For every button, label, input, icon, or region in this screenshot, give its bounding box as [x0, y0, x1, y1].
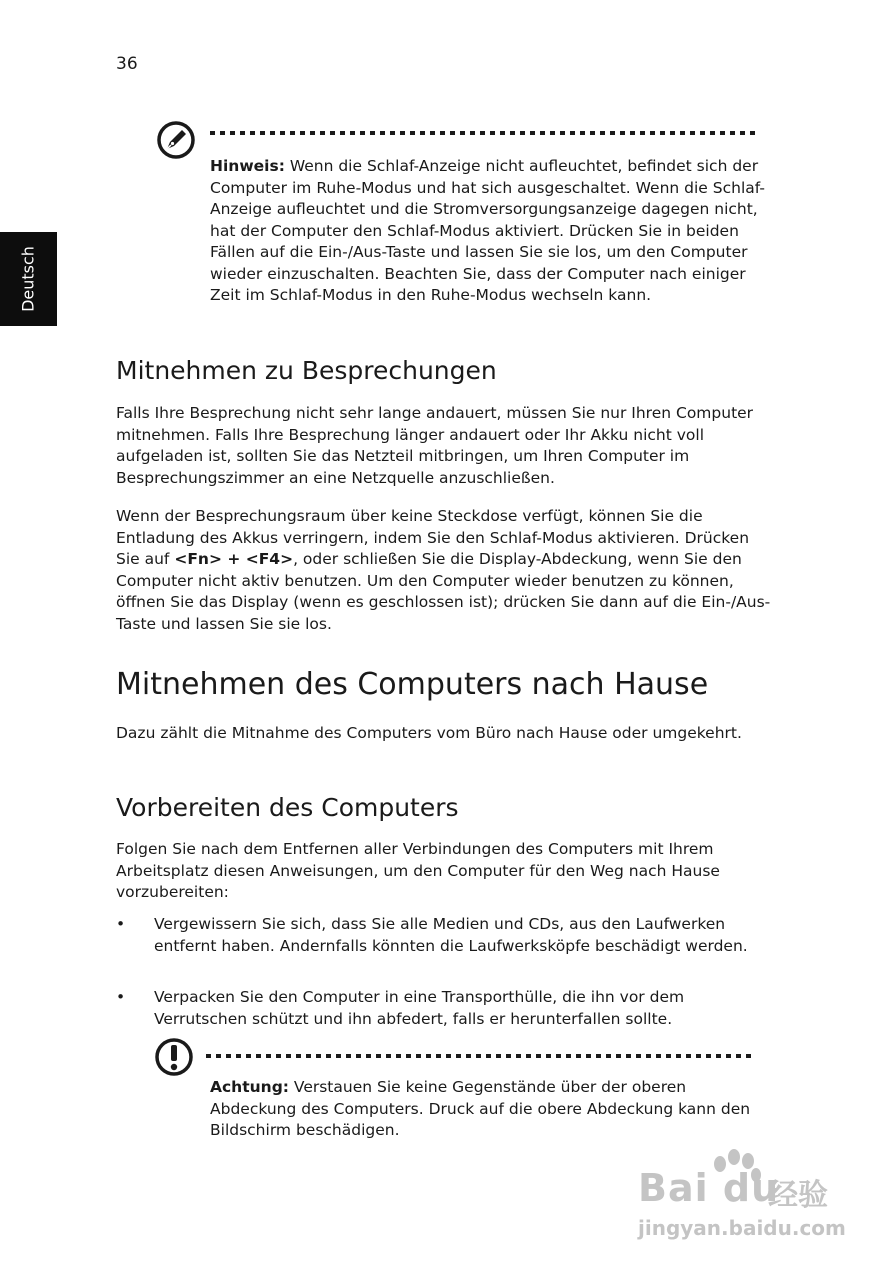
- watermark-url: jingyan.baidu.com: [638, 1216, 846, 1240]
- meetings-paragraph-2: [116, 506, 776, 635]
- list-item-text: Vergewissern Sie sich, dass Sie alle Medien und CDs, aus den Laufwerken entfernt haben. Andernfalls könnten die Laufwerksköpfe beschädigt werden.: [154, 915, 748, 955]
- caution-body: Verstauen Sie keine Gegenstände über der oberen Abdeckung des Computers. Druck auf die obere Abdeckung kann den Bildschirm beschädigen.: [210, 1078, 751, 1139]
- take-home-intro: Dazu zählt die Mitnahme des Computers vom Büro nach Hause oder umgekehrt.: [116, 724, 742, 742]
- caution-label: Achtung:: [210, 1078, 289, 1096]
- prepare-intro: Folgen Sie nach dem Entfernen aller Verbindungen des Computers mit Ihrem Arbeitsplatz diesen Anweisungen, um den Computer für den Weg nach Hause vorzubereiten:: [116, 840, 720, 901]
- list-item: [116, 987, 776, 1030]
- baidu-jingyan-watermark: [636, 1140, 846, 1252]
- meetings-p2-start: Wenn der Besprechungsraum über keine Steckdose verfügt, können Sie die Entladung des Akkus verringern, indem Sie den Schlaf-Modus aktivieren. Drücken Sie auf: [116, 507, 750, 568]
- note-label: Hinweis:: [210, 157, 285, 175]
- meetings-paragraph-1: Falls Ihre Besprechung nicht sehr lange andauert, müssen Sie nur Ihren Computer mitnehmen. Falls Ihre Besprechung länger andauert oder Ihr Akku nicht voll aufgeladen ist, sollten Sie das Netzteil mitbringen, um Ihren Computer im Besprechungszimmer an eine Netzquelle anzuschließen.: [116, 404, 754, 487]
- note-text: [210, 156, 770, 307]
- language-tab: [0, 232, 57, 326]
- caution-exclamation-icon: [154, 1037, 194, 1077]
- watermark-logo: Bai du: [638, 1166, 780, 1210]
- heading-take-home: Mitnehmen des Computers nach Hause: [116, 667, 709, 702]
- bullet-mark: •: [116, 915, 126, 933]
- heading-meetings: Mitnehmen zu Besprechungen: [116, 356, 497, 385]
- watermark-cn: 经验: [768, 1178, 828, 1213]
- note-dotted-rule: [210, 131, 756, 135]
- language-tab-label: Deutsch: [18, 246, 38, 312]
- heading-prepare: Vorbereiten des Computers: [116, 793, 459, 822]
- caution-text: [210, 1077, 770, 1142]
- caution-dotted-rule: [206, 1054, 754, 1058]
- list-item-text: Verpacken Sie den Computer in eine Transporthülle, die ihn vor dem Verrutschen schützt und ihn abfedert, falls er herunterfallen sollte.: [154, 988, 685, 1028]
- meetings-p2-end: , oder schließen Sie die Display-Abdeckung, wenn Sie den Computer nicht aktiv benutzen. Um den Computer wieder benutzen zu können, öffnen Sie das Display (wenn es geschlossen ist); drücken Sie dann auf die Ein-/Aus-Taste und lassen Sie sie los.: [116, 550, 771, 633]
- note-body: Wenn die Schlaf-Anzeige nicht aufleuchtet, befindet sich der Computer im Ruhe-Modus und hat sich ausgeschaltet. Wenn die Schlaf-Anzeige aufleuchtet und die Stromversorgungsanzeige dagegen nicht, hat der Computer den Schlaf-Modus aktiviert. Drücken Sie in beiden Fällen auf die Ein-/Aus-Taste und lassen Sie sie los, um den Computer wieder einzuschalten. Beachten Sie, dass der Computer nach einiger Zeit im Schlaf-Modus in den Ruhe-Modus wechseln kann.: [210, 157, 765, 304]
- note-pen-icon: [156, 120, 196, 160]
- bullet-mark: •: [116, 988, 126, 1006]
- page-number: 36: [116, 54, 138, 74]
- list-item: [116, 914, 776, 957]
- keyboard-shortcut: <Fn> + <F4>: [174, 550, 294, 568]
